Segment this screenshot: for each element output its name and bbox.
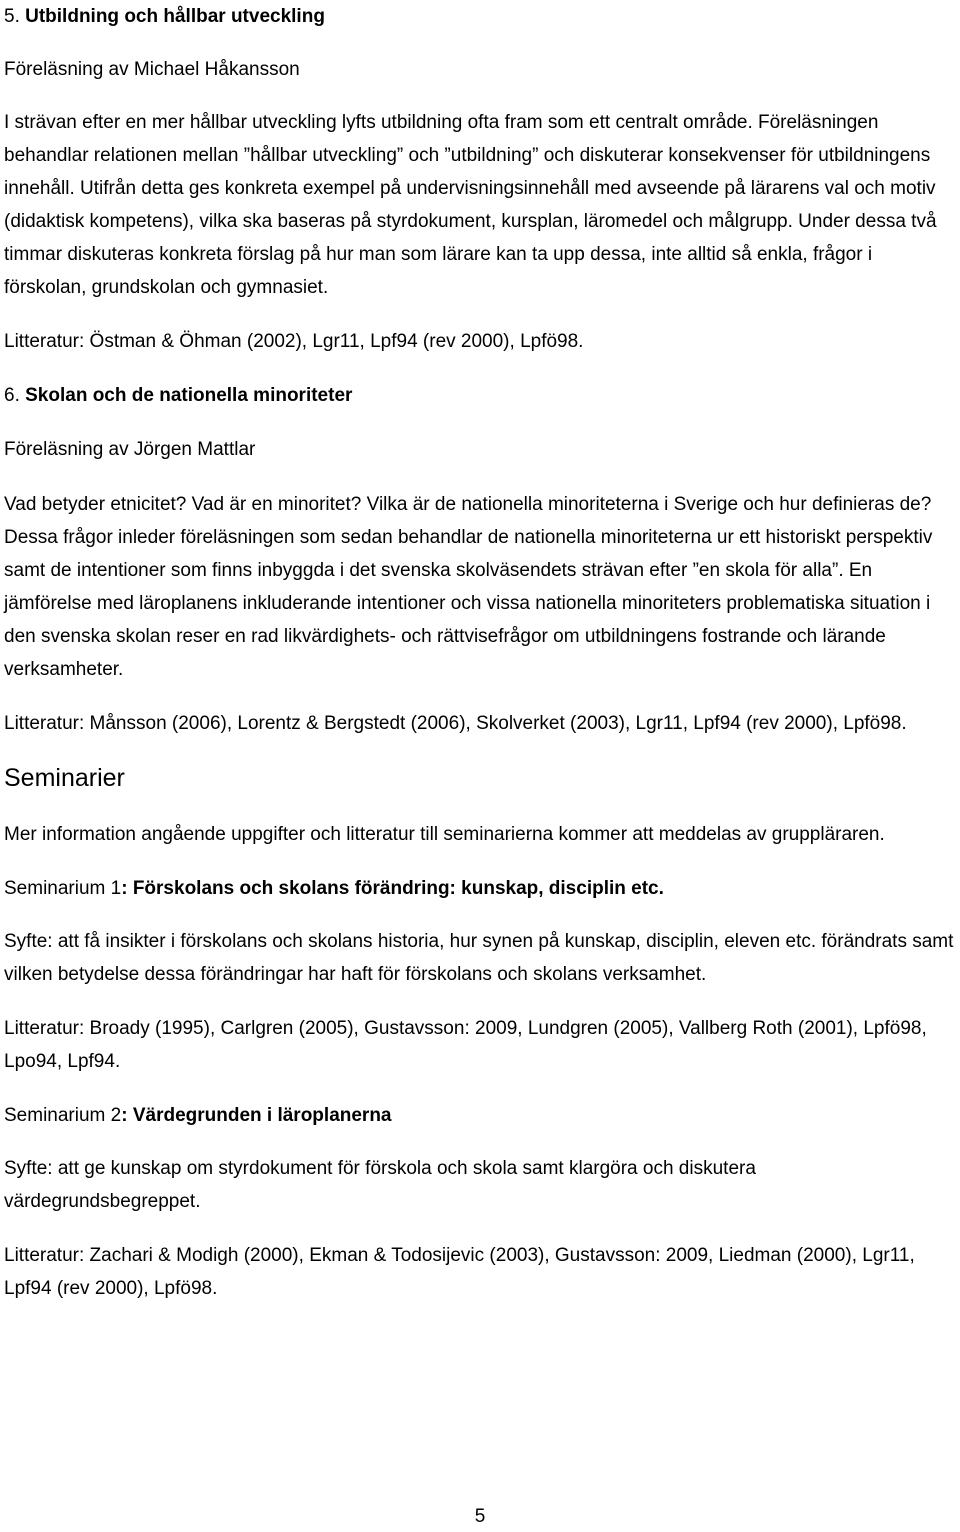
section-5-heading [4, 0, 956, 33]
seminar-1-label: Seminarium 1 [4, 878, 122, 899]
section-5-title: Utbildning och hållbar utveckling [25, 6, 325, 27]
section-5-body-part-2: Utifrån detta ges konkreta exempel på undervisningsinnehåll med avseende på lärarens val och motiv (didaktisk kompetens), vilka ska baseras på styrdokument, kursplan, läromedel och målgrupp. [4, 178, 936, 232]
seminar-1-title: : Förskolans och skolans förändring: kunskap, disciplin etc. [121, 878, 664, 899]
section-6-title: Skolan och de nationella minoriteter [25, 385, 353, 406]
section-5-literature: Litteratur: Östman & Öhman (2002), Lgr11, Lpf94 (rev 2000), Lpfö98. [4, 331, 584, 352]
section-6-lecturer: Föreläsning av Jörgen Mattlar [4, 439, 256, 460]
section-6-literature: Litteratur: Månsson (2006), Lorentz & Bergstedt (2006), Skolverket (2003), Lgr11, Lpf94 (rev 2000), Lpfö98. [4, 713, 907, 734]
section-6-body-part-1: Vad betyder etnicitet? Vad är en minoritet? Vilka är de nationella minoriteterna i Sverige och hur definieras de? [4, 494, 932, 515]
section-5-number: 5. [4, 6, 26, 27]
section-6-body-part-3: En jämförelse med läroplanens inkluderande intentioner och vissa nationella minoriteters problematiska situation i den svenska skolan reser en rad likvärdighets- och rättvisefrågor om utbildningens fostrande och lärande verksamheter. [4, 560, 931, 680]
section-5-body [4, 106, 956, 304]
seminar-2-label: Seminarium 2 [4, 1105, 122, 1126]
seminar-2-heading [4, 1099, 956, 1132]
section-5-lecturer: Föreläsning av Michael Håkansson [4, 59, 300, 80]
seminar-2-purpose: Syfte: att ge kunskap om styrdokument för förskola och skola samt klargöra och diskutera värdegrundsbegreppet. [4, 1158, 756, 1212]
section-6-number: 6. [4, 385, 26, 406]
seminar-1-literature: Litteratur: Broady (1995), Carlgren (2005), Gustavsson: 2009, Lundgren (2005), Vallberg Roth (2001), Lpfö98, Lpo94, Lpf94. [4, 1018, 927, 1072]
section-6-body-part-2: Dessa frågor inleder föreläsningen som sedan behandlar de nationella minoriteterna ur ett historiskt perspektiv samt de intentioner som finns inbyggda i det svenska skolväsendets strävan efter ”en skola för alla”. [4, 527, 933, 581]
section-6-body [4, 488, 956, 686]
page-number: 5 [474, 1506, 486, 1527]
section-5-body-part-1: I strävan efter en mer hållbar utveckling lyfts utbildning ofta fram som ett centralt område. Föreläsningen behandlar relationen mellan ”hållbar utveckling” och ”utbildning” och diskuterar konsekvenser för utbildningens innehåll. [4, 112, 931, 199]
seminarier-intro: Mer information angående uppgifter och litteratur till seminarierna kommer att meddelas av gruppläraren. [4, 824, 885, 845]
seminar-1-purpose: Syfte: att få insikter i förskolans och skolans historia, hur synen på kunskap, disciplin, eleven etc. förändrats samt vilken betydelse dessa förändringar har haft för förskolans och skolans verksamhet. [4, 931, 954, 985]
document-page [4, 0, 956, 1305]
section-6-heading [4, 379, 956, 412]
seminar-2-title: : Värdegrunden i läroplanerna [121, 1105, 392, 1126]
seminarier-heading: Seminarier [4, 764, 125, 792]
seminar-1-heading [4, 872, 956, 905]
section-5-body-part-3: Under dessa två timmar diskuteras konkreta förslag på hur man som lärare kan ta upp dessa, inte alltid så enkla, frågor i förskolan, grundskolan och gymnasiet. [4, 211, 937, 298]
seminar-2-literature: Litteratur: Zachari & Modigh (2000), Ekman & Todosijevic (2003), Gustavsson: 2009, Liedman (2000), Lgr11, Lpf94 (rev 2000), Lpfö98. [4, 1245, 915, 1299]
